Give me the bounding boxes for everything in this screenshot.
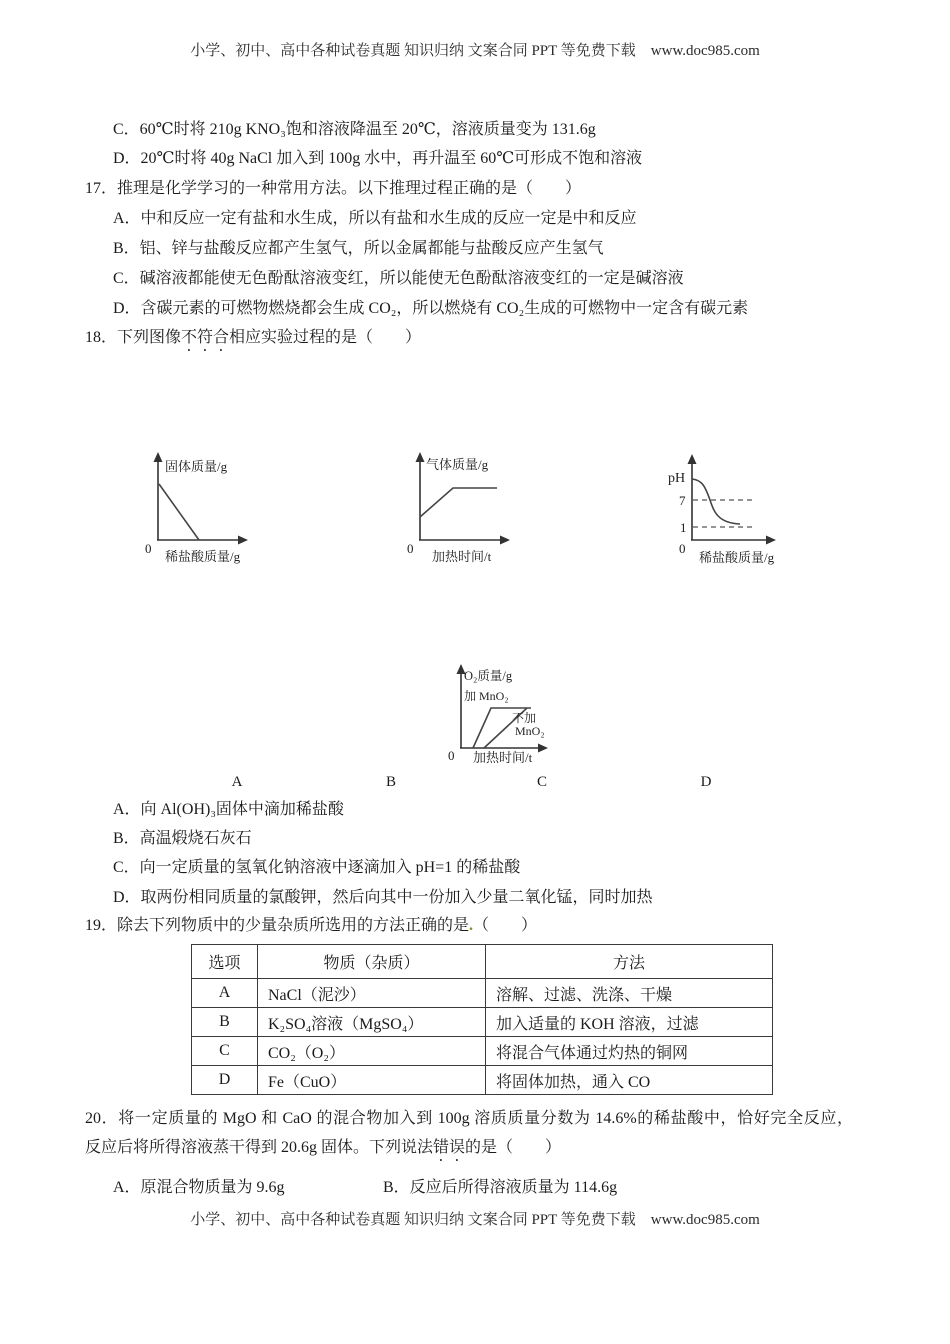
purification-table: [191, 944, 773, 1095]
question-20-line2-suffix: 的是（ ）: [465, 1139, 562, 1156]
chart-b-x-arrow: [500, 536, 510, 545]
chart-a-origin: 0: [145, 541, 152, 556]
question-18-stem-prefix: 18．下列图像: [85, 329, 182, 346]
question-19-stem-suffix: （ ）: [473, 917, 538, 934]
chart-c-xlabel: 稀盐酸质量/g: [699, 550, 775, 565]
question-16-option-d: D．20℃时将 40g NaCl 加入到 100g 水中，再升温至 60℃可形成不饱和溶液: [113, 150, 643, 167]
question-20-line1: 20．将一定质量的 MgO 和 CaO 的混合物加入到 100g 溶质质量分数为 14.6%的稀盐酸中，恰好完全反应，: [85, 1110, 853, 1127]
table-cell-substance: Fe（CuO）: [258, 1066, 486, 1095]
chart-a-xlabel: 稀盐酸质量/g: [165, 549, 241, 564]
chart-a-ylabel: 固体质量/g: [165, 459, 228, 474]
question-18-option-b: B．高温煅烧石灰石: [113, 830, 252, 847]
question-20-option-a: A．原混合物质量为 9.6g: [113, 1179, 285, 1196]
table-cell-option: A: [192, 979, 258, 1008]
chart-d-series1-label: 加 MnO₂: [464, 689, 509, 703]
question-17-option-c: C．碱溶液都能使无色酚酞溶液变红，所以能使无色酚酞溶液变红的一定是碱溶液: [113, 270, 684, 287]
table-cell-substance: CO₂（O₂）: [258, 1037, 486, 1066]
question-20-line2: [85, 1137, 561, 1165]
footer-text: 小学、初中、高中各种试卷真题 知识归纳 文案合同 PPT 等免费下载 www.doc985.com: [190, 1212, 760, 1228]
table-header-substance: 物质（杂质）: [258, 945, 486, 979]
question-17-option-d: D．含碳元素的可燃物燃烧都会生成 CO₂，所以燃烧有 CO₂生成的可燃物中一定含有碳元素: [113, 300, 749, 317]
question-18-option-c: C．向一定质量的氢氧化钠溶液中逐滴加入 pH=1 的稀盐酸: [113, 859, 521, 876]
chart-c-origin: 0: [679, 541, 686, 556]
table-cell-option: C: [192, 1037, 258, 1066]
question-19-stem: [85, 915, 537, 936]
header-text: 小学、初中、高中各种试卷真题 知识归纳 文案合同 PPT 等免费下载 www.doc985.com: [190, 43, 760, 59]
chart-a-curve: [159, 484, 199, 540]
question-18-stem-suffix: 相应实验过程的是（ ）: [229, 329, 422, 346]
chart-label-d: D: [700, 774, 712, 790]
question-17-stem: 17．推理是化学学习的一种常用方法。以下推理过程正确的是（ ）: [85, 180, 582, 197]
chart-d-xlabel: 加热时间/t: [473, 750, 533, 765]
chart-c-x-arrow: [766, 536, 776, 545]
table-cell-substance: NaCl（泥沙）: [258, 979, 486, 1008]
chart-label-a: A: [231, 774, 243, 790]
question-19-stem-text: 19．除去下列物质中的少量杂质所选用的方法正确的是: [85, 917, 470, 934]
chart-d-series2-label-line1: 不加: [512, 711, 537, 725]
table-row: [192, 1008, 773, 1037]
question-18-option-a: A．向 Al(OH)₃固体中滴加稀盐酸: [113, 801, 344, 818]
chart-b-ylabel: 气体质量/g: [426, 457, 489, 472]
question-18-option-d: D．取两份相同质量的氯酸钾，然后向其中一份加入少量二氧化锰，同时加热: [113, 889, 653, 906]
chart-c-ylabel: pH: [668, 471, 686, 486]
chart-c-tick-7: 7: [679, 493, 686, 508]
chart-b-xlabel: 加热时间/t: [432, 549, 492, 564]
table-cell-method: 溶解、过滤、洗涤、干燥: [486, 979, 773, 1008]
question-20-line2-emphasis: 错误: [433, 1139, 466, 1156]
table-row: [192, 1037, 773, 1066]
stray-mark: .: [469, 917, 474, 934]
chart-label-c: C: [536, 774, 547, 790]
table-header-option: 选项: [192, 945, 258, 979]
question-18-stem-emphasis: 不符合: [181, 329, 230, 346]
question-16-option-c: C．60℃时将 210g KNO₃饱和溶液降温至 20℃，溶液质量变为 131.6g: [113, 121, 596, 138]
table-cell-method: 将混合气体通过灼热的铜网: [486, 1037, 773, 1066]
chart-b: [398, 448, 522, 574]
chart-label-b: B: [385, 774, 396, 790]
chart-d-x-arrow: [538, 744, 548, 753]
chart-b-origin: 0: [407, 541, 414, 556]
chart-d-ylabel: O₂质量/g: [464, 669, 513, 683]
table-cell-option: B: [192, 1008, 258, 1037]
table-cell-option: D: [192, 1066, 258, 1095]
chart-a: [138, 448, 268, 574]
table-header-method: 方法: [486, 945, 773, 979]
chart-c: [658, 448, 806, 576]
table-cell-method: 将固体加热，通入 CO: [486, 1066, 773, 1095]
question-20-line2-prefix: 反应后将所得溶液蒸干得到 20.6g 固体。下列说法: [85, 1139, 434, 1156]
chart-d: [446, 662, 570, 777]
question-17-option-a: A．中和反应一定有盐和水生成，所以有盐和水生成的反应一定是中和反应: [113, 210, 637, 227]
chart-a-x-arrow: [238, 536, 248, 545]
table-cell-method: 加入适量的 KOH 溶液，过滤: [486, 1008, 773, 1037]
table-header-row: [192, 945, 773, 979]
chart-c-tick-1: 1: [680, 520, 687, 535]
table-row: [192, 1066, 773, 1095]
chart-d-series2-label-line2: MnO₂: [515, 724, 545, 738]
chart-c-curve: [692, 479, 740, 524]
chart-b-curve: [420, 488, 497, 517]
question-17-option-b: B．铝、锌与盐酸反应都产生氢气，所以金属都能与盐酸反应产生氢气: [113, 240, 604, 257]
chart-d-origin: 0: [448, 748, 455, 763]
question-18-stem: [85, 327, 421, 355]
table-row: [192, 979, 773, 1008]
question-20-option-b: B．反应后所得溶液质量为 114.6g: [383, 1179, 618, 1196]
table-cell-substance: K₂SO₄溶液（MgSO₄）: [258, 1008, 486, 1037]
